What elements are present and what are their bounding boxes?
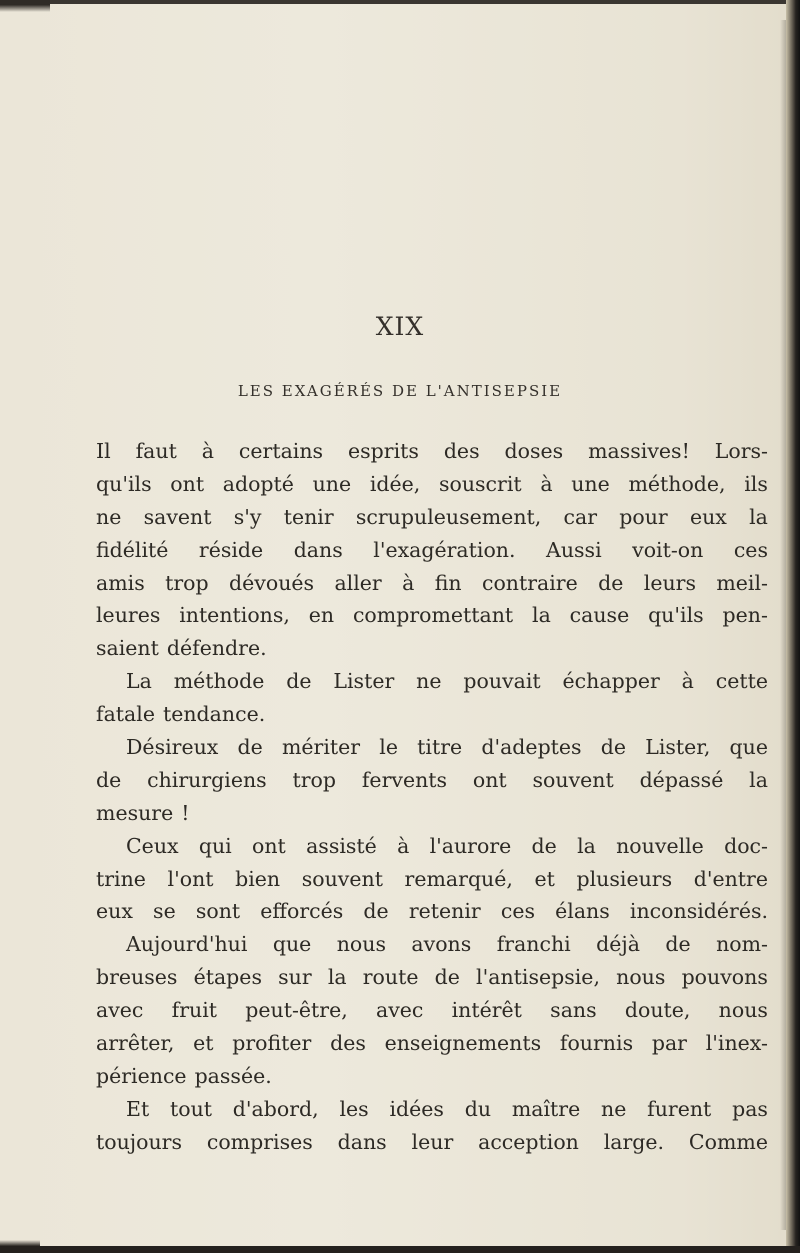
word: souscrit	[438, 471, 522, 496]
word: avec	[375, 998, 424, 1023]
word: bien	[235, 866, 281, 891]
word: profiter	[232, 1031, 312, 1056]
word: idée,	[369, 471, 421, 496]
word: de	[434, 965, 460, 990]
word: une	[571, 471, 610, 496]
word: tendance.	[162, 702, 266, 727]
word: de	[600, 735, 627, 760]
word: breuses	[96, 965, 178, 990]
text-line	[96, 599, 768, 632]
word: qu'ils	[96, 471, 152, 496]
word: enseignements	[384, 1031, 542, 1056]
word: échapper	[562, 669, 660, 694]
word: trine	[96, 866, 146, 891]
word: arrêter,	[96, 1031, 175, 1056]
word: à	[397, 833, 410, 858]
word: ne	[96, 504, 122, 529]
word: Lors-	[714, 439, 768, 463]
page-binding-edge	[786, 0, 800, 1253]
word: saient	[96, 636, 159, 661]
top-edge-shadow	[0, 0, 800, 4]
word: eux	[96, 899, 133, 924]
word: l'aurore	[429, 833, 512, 858]
word: maître	[511, 1096, 581, 1121]
word: élans	[555, 899, 610, 924]
top-left-corner-shadow	[0, 0, 50, 12]
word: toujours	[96, 1129, 183, 1154]
word: réside	[198, 537, 264, 562]
word: sont	[195, 899, 241, 924]
word: en	[308, 603, 335, 628]
text-line	[96, 665, 768, 698]
word: meil-	[716, 570, 768, 595]
word: nous	[336, 932, 386, 957]
word: ces	[500, 899, 535, 924]
word: de	[96, 767, 122, 792]
word: ont	[170, 471, 205, 496]
word: Il	[96, 439, 111, 463]
word: de	[598, 570, 624, 595]
word: des	[330, 1031, 366, 1056]
word: les	[339, 1096, 369, 1121]
word: aller	[334, 570, 382, 595]
word: nous	[718, 998, 768, 1023]
word: défendre.	[166, 636, 267, 661]
word: l'inex-	[705, 1031, 768, 1056]
word: l'antisepsie,	[476, 965, 600, 990]
word: fatale	[96, 702, 155, 727]
word: savent	[143, 504, 212, 529]
word: et	[193, 1031, 214, 1056]
text-line	[96, 764, 768, 797]
text-line	[96, 1093, 768, 1126]
bottom-edge-shadow	[0, 1246, 800, 1253]
text-line	[96, 435, 768, 468]
word: retenir	[408, 899, 481, 924]
word: de	[286, 669, 312, 694]
word: intérêt	[451, 998, 522, 1023]
word: dévoués	[229, 570, 315, 595]
bottom-left-corner-shadow	[0, 1240, 40, 1246]
word: l'ont	[167, 866, 214, 891]
word: idées	[389, 1096, 444, 1121]
word: trop	[292, 767, 337, 792]
word: !	[181, 800, 190, 825]
word: furent	[647, 1096, 712, 1121]
word: de	[531, 833, 557, 858]
word: doses	[504, 439, 564, 463]
word: ces	[733, 537, 768, 562]
text-line	[96, 1060, 768, 1093]
word: mériter	[281, 735, 361, 760]
word: esprits	[348, 439, 419, 463]
word: de	[363, 899, 389, 924]
word: cette	[715, 669, 768, 694]
word: à	[540, 471, 553, 496]
word: adopté	[222, 471, 294, 496]
body-text	[96, 435, 768, 1159]
word: à	[402, 570, 415, 595]
chapter-title: LES EXAGÉRÉS DE L'ANTISEPSIE	[237, 382, 563, 400]
word: qui	[198, 833, 232, 858]
word: leures	[96, 603, 161, 628]
word: nous	[616, 965, 666, 990]
word: efforcés	[260, 899, 344, 924]
word: fin	[434, 570, 462, 595]
word: d'entre	[693, 866, 768, 891]
page-fold-shadow	[780, 20, 786, 1230]
word: titre	[417, 735, 463, 760]
word: de	[237, 735, 263, 760]
word: intentions,	[179, 603, 290, 628]
word: méthode,	[628, 471, 726, 496]
word: peut-être,	[245, 998, 348, 1023]
word: Désireux	[126, 735, 219, 760]
word: ont	[252, 833, 286, 858]
word: la	[749, 504, 768, 529]
word: plusieurs	[576, 866, 673, 891]
word: car	[563, 504, 598, 529]
word: Aujourd'hui	[126, 932, 248, 957]
word: une	[312, 471, 352, 496]
text-line	[96, 698, 768, 731]
word: la	[749, 767, 768, 792]
word: nouvelle	[616, 833, 704, 858]
word: passée.	[194, 1063, 272, 1088]
word: déjà	[596, 932, 640, 957]
word: Ceux	[126, 833, 179, 858]
word: pouvons	[681, 965, 768, 990]
text-line	[96, 731, 768, 764]
word: souvent	[301, 866, 383, 891]
text-line	[96, 863, 768, 896]
word: des	[443, 439, 480, 463]
word: assisté	[306, 833, 377, 858]
word: ne	[416, 669, 442, 694]
word: pen-	[722, 603, 768, 628]
word: sans	[550, 998, 597, 1023]
word: se	[153, 899, 176, 924]
word: scrupuleusement,	[355, 504, 542, 529]
word: voit-on	[632, 537, 704, 562]
word: fruit	[171, 998, 218, 1023]
text-line	[96, 797, 768, 830]
word: comprises	[206, 1129, 313, 1154]
text-line	[96, 895, 768, 928]
word: l'exagération.	[373, 537, 516, 562]
word: qu'ils	[648, 603, 704, 628]
word: amis	[96, 570, 145, 595]
word: compromettant	[352, 603, 514, 628]
word: fervents	[361, 767, 448, 792]
word: contraire	[481, 570, 578, 595]
word: acception	[478, 1129, 579, 1154]
word: avons	[411, 932, 472, 957]
word: par	[651, 1031, 687, 1056]
word: dépassé	[639, 767, 724, 792]
text-line	[96, 961, 768, 994]
word: leurs	[643, 570, 696, 595]
word: tout	[169, 1096, 213, 1121]
word: d'adeptes	[481, 735, 582, 760]
word: mesure	[96, 800, 174, 825]
word: le	[379, 735, 398, 760]
word: à	[201, 439, 214, 463]
word: souvent	[532, 767, 614, 792]
word: pour	[619, 504, 668, 529]
word: franchi	[496, 932, 571, 957]
text-line	[96, 501, 768, 534]
word: pouvait	[463, 669, 541, 694]
word: large.	[603, 1129, 665, 1154]
text-line	[96, 468, 768, 501]
word: sur	[278, 965, 312, 990]
word: certains	[238, 439, 324, 463]
word: cause	[569, 603, 630, 628]
word: la	[577, 833, 596, 858]
word: trop	[165, 570, 209, 595]
word: périence	[96, 1063, 187, 1088]
word: d'abord,	[232, 1096, 319, 1121]
word: la	[327, 965, 347, 990]
word: eux	[689, 504, 727, 529]
text-line	[96, 994, 768, 1027]
word: que	[272, 932, 312, 957]
word: du	[464, 1096, 492, 1121]
text-line	[96, 830, 768, 863]
word: faut	[135, 439, 177, 463]
word: avec	[96, 998, 144, 1023]
word: chirurgiens	[147, 767, 267, 792]
word: ne	[601, 1096, 627, 1121]
word: ils	[744, 471, 768, 496]
word: tenir	[283, 504, 334, 529]
word: nom-	[716, 932, 768, 957]
word: Et	[126, 1096, 150, 1121]
word: fournis	[559, 1031, 634, 1056]
word: étapes	[193, 965, 262, 990]
word: dans	[337, 1129, 387, 1154]
text-line	[96, 632, 768, 665]
word: Comme	[688, 1129, 768, 1154]
word: fidélité	[96, 537, 169, 562]
word: La	[126, 669, 152, 694]
word: et	[534, 866, 555, 891]
word: méthode	[173, 669, 265, 694]
text-line	[96, 1027, 768, 1060]
word: la	[532, 603, 551, 628]
chapter-number: XIX	[375, 312, 425, 341]
word: Lister	[333, 669, 395, 694]
text-line	[96, 1126, 768, 1159]
text-line	[96, 928, 768, 961]
word: doc-	[724, 833, 768, 858]
word: leur	[411, 1129, 454, 1154]
word: pas	[732, 1096, 768, 1121]
word: dans	[293, 537, 343, 562]
word: inconsidérés.	[629, 899, 768, 924]
word: Lister,	[645, 735, 711, 760]
word: massives!	[588, 439, 690, 463]
word: de	[665, 932, 691, 957]
word: doute,	[624, 998, 691, 1023]
word: Aussi	[546, 537, 602, 562]
word: route	[362, 965, 419, 990]
word: que	[729, 735, 768, 760]
text-line	[96, 534, 768, 567]
text-line	[96, 567, 768, 600]
word: s'y	[233, 504, 262, 529]
word: ont	[472, 767, 507, 792]
word: à	[681, 669, 694, 694]
word: remarqué,	[404, 866, 513, 891]
